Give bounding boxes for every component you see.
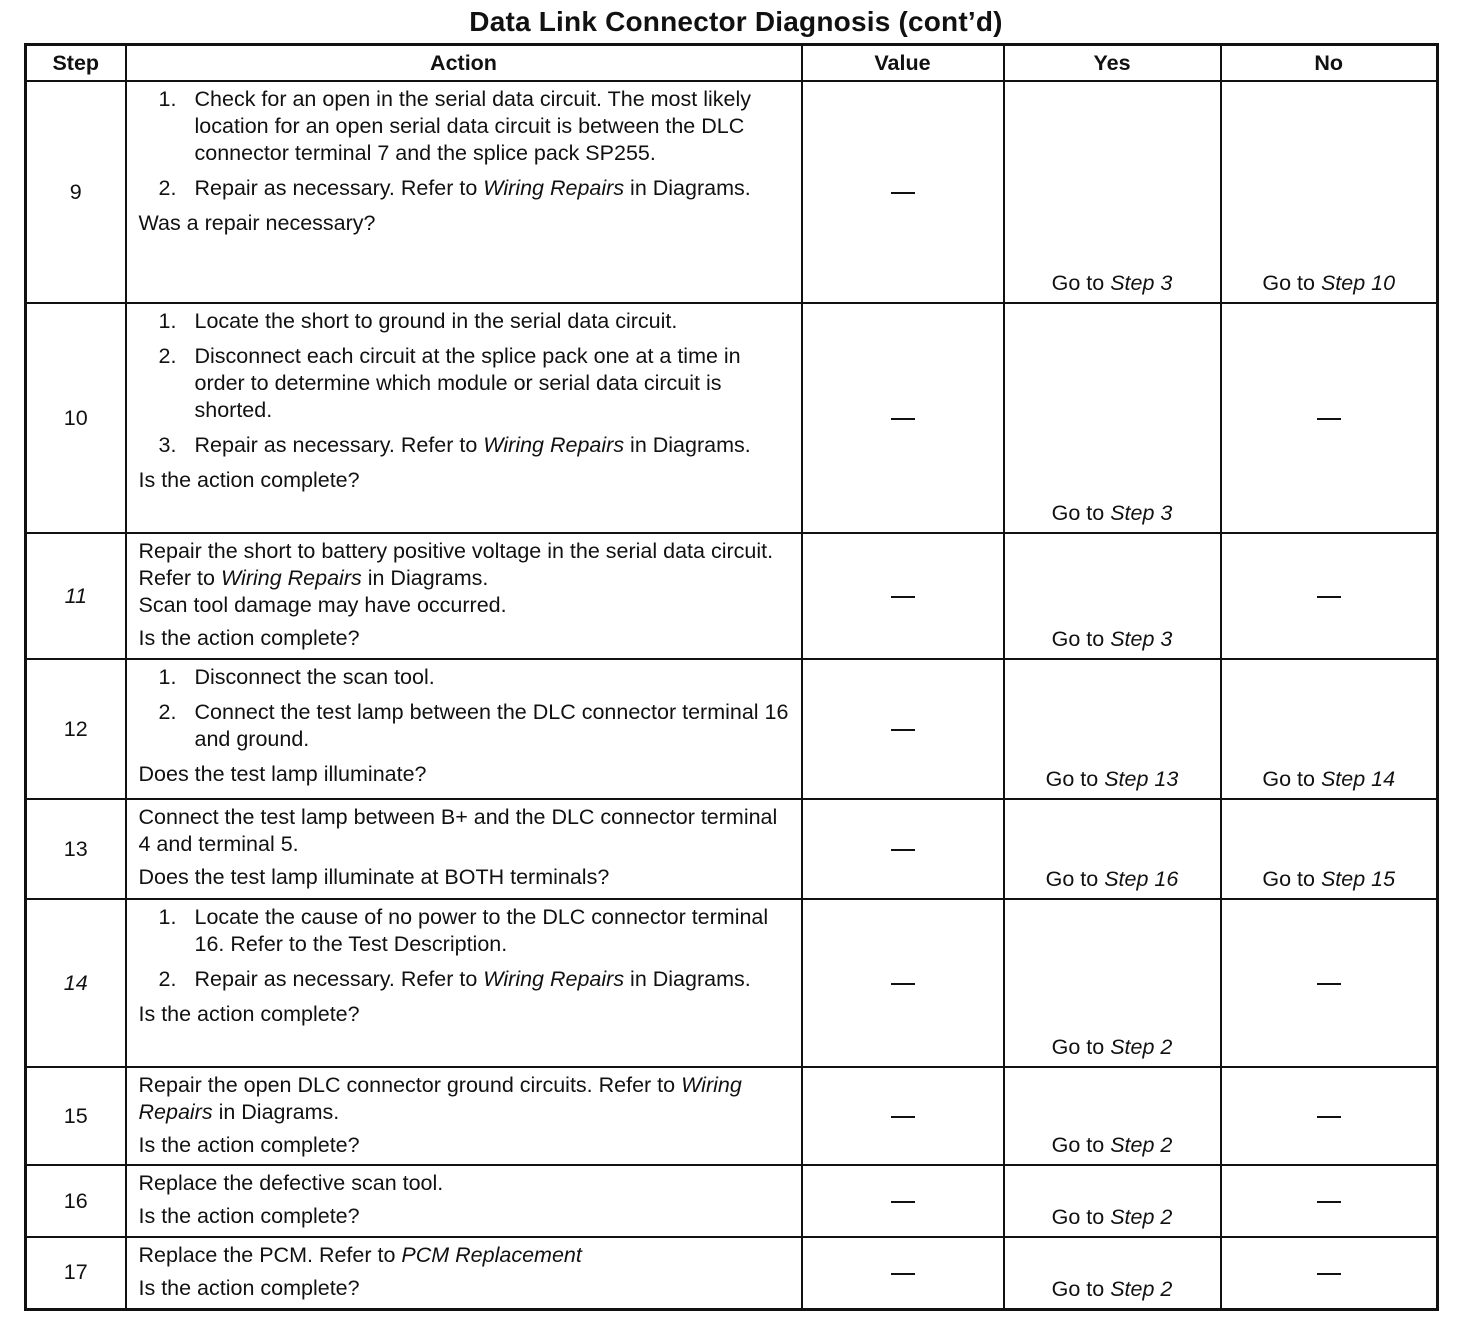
action-text: Repair as necessary. Refer to	[194, 433, 484, 457]
action-list-item	[139, 175, 791, 202]
table-row	[26, 799, 1438, 899]
value-cell	[802, 799, 1004, 899]
action-text: Go to	[1051, 1205, 1111, 1229]
action-list	[139, 308, 791, 459]
dash-glyph	[891, 596, 915, 598]
value-cell	[802, 303, 1004, 533]
action-list-item	[139, 664, 791, 691]
action-text: Go to	[1262, 767, 1321, 791]
header-no: No	[1221, 45, 1438, 82]
reference-link-text: Step 10	[1320, 271, 1396, 295]
yes-cell	[1004, 81, 1221, 303]
item-number: 1.	[158, 309, 177, 333]
header-row	[26, 45, 1438, 82]
step-number: 12	[26, 659, 126, 799]
no-cell	[1221, 533, 1438, 659]
action-cell	[126, 799, 802, 899]
header-step: Step	[26, 45, 126, 82]
table-row	[26, 1237, 1438, 1309]
reference-link-text: Step 2	[1110, 1133, 1173, 1157]
action-cell	[126, 1165, 802, 1237]
value-cell	[802, 1067, 1004, 1165]
dash-glyph	[891, 1201, 915, 1203]
header-yes: Yes	[1004, 45, 1221, 82]
table-row	[26, 659, 1438, 799]
action-text: Repair as necessary. Refer to	[194, 967, 484, 991]
action-paragraph	[139, 1242, 791, 1269]
reference-link-text: Step 3	[1110, 627, 1173, 651]
value-cell	[802, 1237, 1004, 1309]
action-cell	[126, 1237, 802, 1309]
dash-glyph	[1317, 418, 1341, 420]
reference-link-text: Wiring Repairs	[483, 176, 625, 200]
value-cell	[802, 899, 1004, 1067]
action-text: Connect the test lamp between B+ and the DLC connector terminal 4 and terminal 5.	[138, 805, 778, 856]
dash-glyph	[1317, 596, 1341, 598]
dash-glyph	[1317, 1116, 1341, 1118]
step-number: 9	[26, 81, 126, 303]
action-text: Locate the short to ground in the serial data circuit.	[194, 309, 678, 333]
action-question: Is the action complete?	[138, 1276, 360, 1300]
action-list-item	[139, 86, 791, 167]
step-number: 10	[26, 303, 126, 533]
action-text: Go to	[1051, 1133, 1111, 1157]
dash-glyph	[891, 192, 915, 194]
action-list	[139, 664, 791, 753]
reference-link-text: Wiring Repairs	[220, 566, 362, 590]
table-row	[26, 1067, 1438, 1165]
reference-link-text: Wiring Repairs	[483, 967, 625, 991]
action-text: Go to	[1262, 271, 1321, 295]
action-cell	[126, 533, 802, 659]
no-cell	[1221, 799, 1438, 899]
no-cell	[1221, 81, 1438, 303]
action-cell	[126, 81, 802, 303]
table-row	[26, 533, 1438, 659]
action-paragraph	[139, 1072, 791, 1126]
action-paragraph	[139, 592, 791, 619]
reference-link-text: Step 16	[1104, 867, 1179, 891]
action-text: in Diagrams.	[624, 433, 751, 457]
value-cell	[802, 659, 1004, 799]
value-cell	[802, 533, 1004, 659]
action-paragraph	[139, 804, 791, 858]
reference-link-text: Step 2	[1110, 1276, 1173, 1301]
action-list-item	[139, 966, 791, 993]
action-text: in Diagrams.	[361, 566, 489, 590]
action-text: Replace the PCM. Refer to	[138, 1243, 402, 1267]
action-question: Is the action complete?	[138, 1204, 360, 1228]
item-number: 2.	[158, 344, 177, 368]
item-number: 1.	[158, 905, 177, 929]
step-number: 13	[26, 799, 126, 899]
reference-link-text: Step 2	[1110, 1205, 1173, 1229]
action-text: in Diagrams.	[212, 1100, 340, 1124]
action-question: Is the action complete?	[138, 468, 360, 492]
value-cell	[802, 81, 1004, 303]
yes-cell	[1004, 659, 1221, 799]
action-cell	[126, 1067, 802, 1165]
yes-cell	[1004, 533, 1221, 659]
action-list-item	[139, 699, 791, 753]
action-text: Repair as necessary. Refer to	[194, 176, 484, 200]
action-list-item	[139, 343, 791, 424]
reference-link-text: Step 15	[1320, 867, 1396, 891]
item-number: 2.	[158, 967, 177, 991]
dash-glyph	[891, 849, 915, 851]
action-text: in Diagrams.	[624, 176, 751, 200]
step-number: 15	[26, 1067, 126, 1165]
header-action: Action	[126, 45, 802, 82]
dash-glyph	[1317, 1273, 1341, 1275]
table-row	[26, 1165, 1438, 1237]
reference-link-text: PCM Replacement	[401, 1243, 582, 1267]
action-question: Is the action complete?	[138, 1002, 360, 1026]
table-row	[26, 899, 1438, 1067]
action-text: Go to	[1045, 867, 1105, 891]
no-cell	[1221, 1067, 1438, 1165]
action-question: Is the action complete?	[138, 1133, 360, 1157]
action-text: Go to	[1051, 1035, 1111, 1059]
action-question: Does the test lamp illuminate at BOTH terminals?	[138, 865, 610, 889]
header-value: Value	[802, 45, 1004, 82]
action-cell	[126, 303, 802, 533]
no-cell	[1221, 1237, 1438, 1309]
reference-link-text: Step 3	[1110, 501, 1173, 525]
yes-cell	[1004, 799, 1221, 899]
no-cell	[1221, 899, 1438, 1067]
no-cell	[1221, 303, 1438, 533]
reference-link-text: Step 14	[1320, 767, 1396, 791]
dash-glyph	[891, 1273, 915, 1275]
dash-glyph	[891, 729, 915, 731]
action-cell	[126, 659, 802, 799]
dash-glyph	[1317, 983, 1341, 985]
no-cell	[1221, 659, 1438, 799]
reference-link-text: Step 2	[1110, 1035, 1173, 1059]
item-number: 2.	[158, 700, 177, 724]
action-text: Go to	[1051, 271, 1111, 295]
table-row	[26, 81, 1438, 303]
value-cell	[802, 1165, 1004, 1237]
dash-glyph	[1317, 1201, 1341, 1203]
item-number: 1.	[158, 87, 177, 111]
action-text: Go to	[1051, 627, 1111, 651]
action-text: Repair the open DLC connector ground circuits. Refer to	[138, 1073, 682, 1097]
action-text: Scan tool damage may have occurred.	[138, 593, 507, 617]
action-question: Was a repair necessary?	[138, 211, 376, 235]
yes-cell	[1004, 303, 1221, 533]
action-text: Go to	[1051, 1276, 1111, 1301]
action-question: Does the test lamp illuminate?	[138, 762, 427, 786]
item-number: 1.	[158, 665, 177, 689]
reference-link-text: Step 13	[1104, 767, 1179, 791]
dash-glyph	[891, 983, 915, 985]
action-list-item	[139, 308, 791, 335]
action-list	[139, 86, 791, 202]
reference-link-text: Wiring Repairs	[138, 1073, 742, 1124]
yes-cell	[1004, 899, 1221, 1067]
dash-glyph	[891, 418, 915, 420]
no-cell	[1221, 1165, 1438, 1237]
yes-cell	[1004, 1067, 1221, 1165]
step-number: 11	[26, 533, 126, 659]
yes-cell	[1004, 1237, 1221, 1309]
action-text: Go to	[1262, 867, 1321, 891]
action-list	[139, 904, 791, 993]
step-number: 16	[26, 1165, 126, 1237]
dash-glyph	[891, 1116, 915, 1118]
action-cell	[126, 899, 802, 1067]
action-text: Check for an open in the serial data circuit. The most likely location for an open serial data circuit is between the DLC connector terminal 7 and the splice pack SP255.	[194, 87, 751, 165]
page-title: Data Link Connector Diagnosis (cont’d)	[469, 6, 1003, 37]
item-number: 3.	[158, 433, 177, 457]
action-text: Disconnect the scan tool.	[194, 665, 435, 689]
action-text: Repair the short to battery positive voltage in the serial data circuit. Refer to	[138, 539, 774, 590]
diagnosis-table	[24, 43, 1439, 1311]
item-number: 2.	[158, 176, 177, 200]
table-body	[26, 81, 1438, 1309]
action-question: Is the action complete?	[138, 626, 360, 650]
action-text: Disconnect each circuit at the splice pack one at a time in order to determine which module or serial data circuit is shorted.	[194, 344, 741, 422]
yes-cell	[1004, 1165, 1221, 1237]
action-paragraph	[139, 1170, 791, 1197]
action-text: Connect the test lamp between the DLC connector terminal 16 and ground.	[194, 700, 789, 751]
action-text: Go to	[1045, 767, 1105, 791]
action-text: in Diagrams.	[624, 967, 751, 991]
action-text: Locate the cause of no power to the DLC connector terminal 16. Refer to the Test Description.	[194, 905, 769, 956]
action-text: Replace the defective scan tool.	[138, 1171, 444, 1195]
step-number: 14	[26, 899, 126, 1067]
reference-link-text: Step 3	[1110, 271, 1173, 295]
step-number: 17	[26, 1237, 126, 1309]
action-list-item	[139, 432, 791, 459]
action-paragraph	[139, 538, 791, 592]
table-row	[26, 303, 1438, 533]
reference-link-text: Wiring Repairs	[483, 433, 625, 457]
action-list-item	[139, 904, 791, 958]
action-text: Go to	[1051, 501, 1111, 525]
